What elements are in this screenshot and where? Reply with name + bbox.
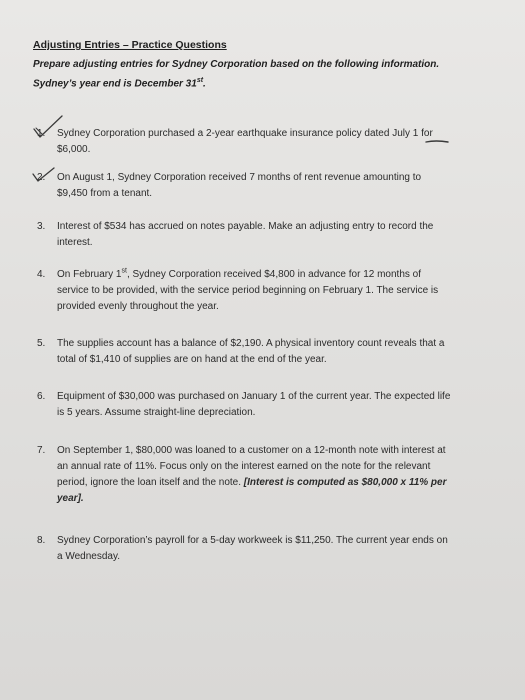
question-5 [37,336,517,368]
question-line: On September 1, $80,000 was loaned to a customer on a 12-month note with interest at [57,445,446,456]
instructions [33,57,493,92]
question-number: 6. [37,391,46,402]
question-sup: st [121,267,127,275]
question-emphasis: year]. [57,493,84,504]
question-text [57,443,517,507]
question-number: 5. [37,338,46,349]
instructions-line-2 [33,73,493,92]
question-line: provided evenly throughout the year. [57,301,219,312]
question-number: 4. [37,269,46,280]
underline-mark [424,139,450,145]
question-number: 1. [37,128,46,139]
question-line-part: , Sydney Corporation received $4,800 in advance for 12 months of [126,269,422,280]
question-line [57,475,517,491]
question-text [57,533,517,565]
question-number: 3. [37,221,46,232]
question-line: total of $1,410 of supplies are on hand at the end of the year. [57,354,327,365]
question-number: 8. [37,535,46,546]
question-6 [37,389,517,421]
checkmark-icon [30,162,58,186]
question-line: is 5 years. Assume straight-line depreciation. [57,407,256,418]
question-line: a Wednesday. [57,551,121,562]
question-line: Equipment of $30,000 was purchased on January 1 of the current year. The expected life [57,391,451,402]
question-line: Interest of $534 has accrued on notes payable. Make an adjusting entry to record the [57,221,434,232]
question-line-part: On February 1 [57,269,122,280]
question-text [57,170,517,202]
question-number: 7. [37,445,46,456]
question-line-part: period, ignore the loan itself and the note. [57,477,244,488]
page-title: Adjusting Entries – Practice Questions [33,39,227,51]
question-text [57,336,517,368]
question-8 [37,533,517,565]
question-line: The supplies account has a balance of $2,190. A physical inventory count reveals that a [57,338,445,349]
question-text [57,389,517,421]
instructions-line-2-text: Sydney’s year end is December 31 [33,78,197,90]
question-line: $9,450 from a tenant. [57,188,153,199]
question-line: an annual rate of 11%. Focus only on the interest earned on the note for the relevant [57,461,431,472]
question-line: Sydney Corporation purchased a 2-year earthquake insurance policy dated July 1 for [57,128,433,139]
question-line: $6,000. [57,144,91,155]
instructions-line-1: Prepare adjusting entries for Sydney Corporation based on the following information. [33,59,440,70]
question-line: Sydney Corporation’s payroll for a 5-day workweek is $11,250. The current year ends on [57,535,448,546]
question-text [57,219,517,251]
question-line: On August 1, Sydney Corporation received 7 months of rent revenue amounting to [57,172,422,183]
instructions-line-2-sup: st [196,77,204,84]
question-text [57,267,517,315]
question-number: 2. [37,172,46,183]
question-emphasis: [Interest is computed as $80,000 x 11% per [243,477,447,488]
instructions-line-2-end: . [203,78,206,90]
question-line: service to be provided, with the service period beginning on February 1. The service is [57,285,439,296]
question-line [57,267,517,283]
question-line: interest. [57,237,93,248]
question-7 [37,443,517,507]
checkmark-icon [30,113,66,141]
question-2 [37,170,517,202]
question-4 [37,267,517,315]
question-3 [37,219,517,251]
